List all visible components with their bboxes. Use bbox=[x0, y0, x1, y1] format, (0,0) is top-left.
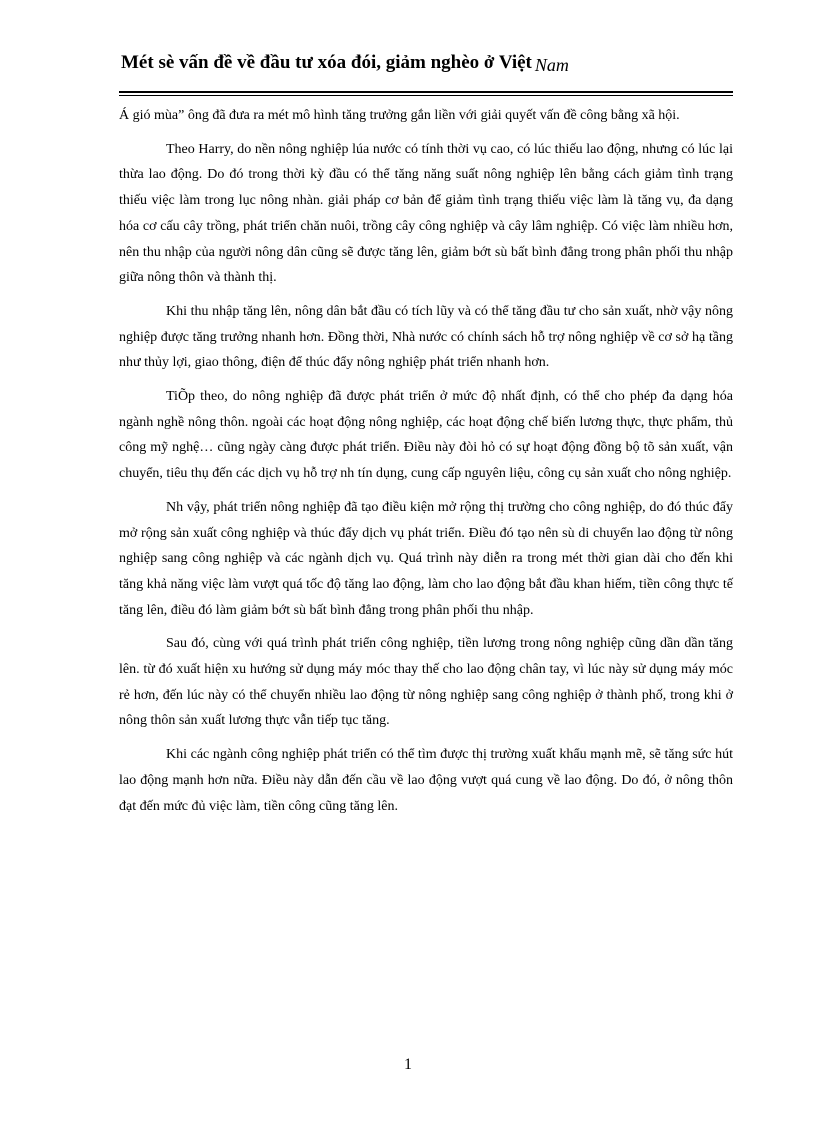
paragraph: TiÕp theo, do nông nghiệp đã được phát triển ở mức độ nhất định, có thể cho phép đa dạng hóa ngành nghề nông thôn. ngoài các hoạt động nông nghiệp, các hoạt động chế biến lương thực, thực phẩm, thủ công mỹ nghệ… cũng ngày càng được phát triển. Điều này đòi hỏ có sự hoạt động đồng bộ tõ sản xuất, vận chuyển, tiêu thụ đến các dịch vụ hỗ trợ nh tín dụng, cung cấp nguyên liệu, công cụ sản xuất cho nông nghiệp. bbox=[119, 389, 733, 482]
page-number: 1 bbox=[404, 1056, 412, 1073]
paragraph: Nh vậy, phát triển nông nghiệp đã tạo điều kiện mở rộng thị trường cho công nghiệp, do đó thúc đẩy mở rộng sản xuất công nghiệp và thúc đẩy dịch vụ phát triển. Điều đó tạo nên sù di chuyển lao động từ nông nghiệp sang công nghiệp và các ngành dịch vụ. Quá trình này diễn ra trong mét thời gian dài cho đến khi tăng khả năng việc làm vượt quá tốc độ tăng lao động, làm cho lao động bắt đầu khan hiếm, tiền công thực tế tăng lên, điều đó làm giảm bớt sù bất bình đẳng trong phân phối thu nhập. bbox=[119, 499, 733, 618]
paragraph: Khi các ngành công nghiệp phát triển có thể tìm được thị trường xuất khẩu mạnh mẽ, sẽ tăng sức hút lao động mạnh hơn nữa. Điều này dẫn đến cầu về lao động vượt quá cung về lao động. Do đó, ở nông thôn đạt đến mức đủ việc làm, tiền công cũng tăng lên. bbox=[119, 747, 733, 814]
paragraph: Khi thu nhập tăng lên, nông dân bắt đầu có tích lũy và có thể tăng đầu tư cho sản xuất, nhờ vậy nông nghiệp được tăng trưởng nhanh hơn. Đồng thời, Nhà nước có chính sách hỗ trợ nông nghiệp về cơ sở hạ tầng như thủy lợi, giao thông, điện để thúc đẩy nông nghiệp phát triển nhanh hơn. bbox=[119, 303, 733, 371]
header-rule-thick bbox=[119, 91, 733, 93]
body-text bbox=[119, 103, 733, 827]
paragraph: Sau đó, cùng với quá trình phát triển công nghiệp, tiền lương trong nông nghiệp cũng dần dần tăng lên. từ đó xuất hiện xu hướng sử dụng máy móc thay thế cho lao động chân tay, vì lúc này sử dụng máy móc rẻ hơn, đến lúc này có thể chuyển nhiều lao động từ nông nghiệp sang công nghiệp ở thành phố, trong khi ở nông thôn sản xuất lương thực vẫn tiếp tục tăng. bbox=[119, 636, 733, 729]
header-rule-thin bbox=[119, 95, 733, 96]
header-title: Mét sè vấn đề về đầu tư xóa đói, giảm nghèo ở Việt bbox=[121, 52, 532, 73]
paragraph: Theo Harry, do nền nông nghiệp lúa nước có tính thời vụ cao, có lúc thiếu lao động, nhưng có lúc lại thừa lao động. Do đó trong thời kỳ đầu có thể tăng năng suất nông nghiệp lên bằng cách giảm tình trạng thiếu việc làm trong lục nông nhàn. giải pháp cơ bản để giảm tình trạng thiếu việc làm là tăng vụ, đa dạng hóa cơ cấu cây trồng, phát triển chăn nuôi, trồng cây công nghiệp và cây lâm nghiệp. Có việc làm nhiều hơn, nên thu nhập của người nông dân cũng sẽ được tăng lên, giảm bớt sù bất bình đẳng trong phân phối thu nhập giữa nông thôn và thành thị. bbox=[119, 141, 733, 286]
paragraph: Á gió mùa” ông đã đưa ra mét mô hình tăng trưởng gắn liền với giải quyết vấn đề công bằng xã hội. bbox=[119, 108, 680, 123]
header-title-tail: Nam bbox=[534, 55, 569, 75]
running-header bbox=[121, 52, 731, 84]
